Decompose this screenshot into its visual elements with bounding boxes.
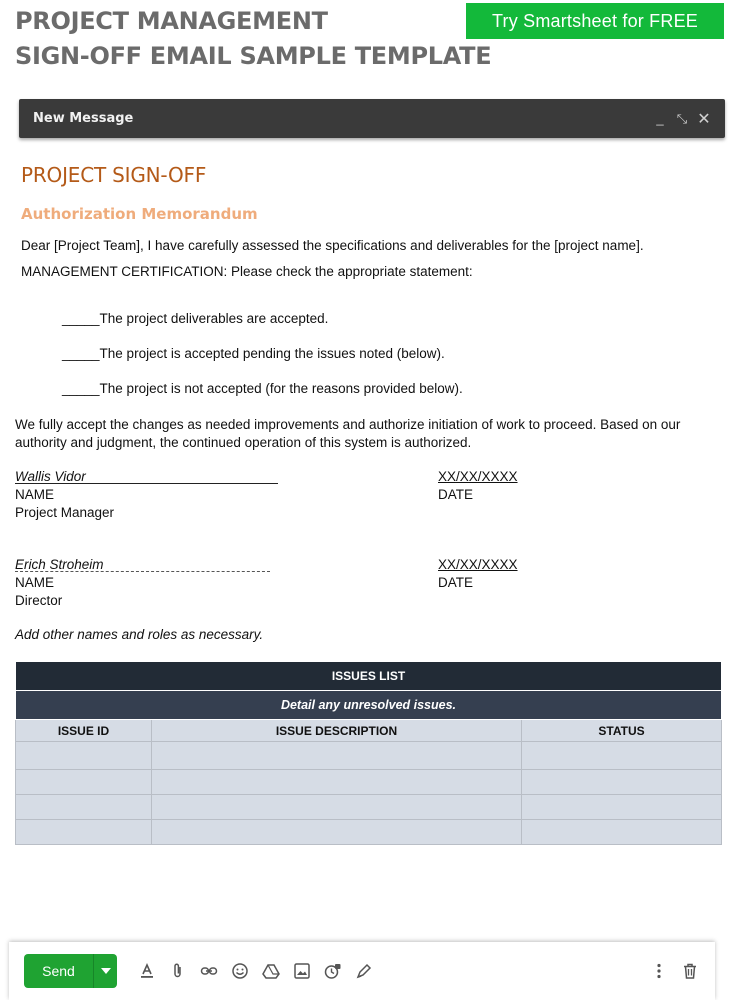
compose-right-tools [643, 956, 705, 987]
note-text: Add other names and roles as necessary. [15, 627, 264, 642]
formatting-tools [131, 956, 643, 987]
table-cell[interactable] [152, 770, 522, 795]
drive-icon[interactable] [255, 956, 286, 987]
option-label: The project is accepted pending the issues noted (below). [99, 346, 445, 361]
issues-table [15, 661, 722, 845]
minimize-icon[interactable]: _ [656, 111, 664, 126]
more-options-icon[interactable] [643, 956, 674, 987]
confidential-mode-icon[interactable] [317, 956, 348, 987]
table-cell[interactable] [16, 742, 152, 770]
table-row [16, 770, 722, 795]
option-row [62, 381, 463, 396]
intro-text: Dear [Project Team], I have carefully assessed the specifications and deliverables for the [project name]. [21, 238, 644, 253]
try-smartsheet-button[interactable]: Try Smartsheet for FREE [466, 3, 724, 39]
certification-text: MANAGEMENT CERTIFICATION: Please check the appropriate statement: [21, 264, 473, 279]
page-title [15, 4, 491, 74]
page-title-line2: SIGN-OFF EMAIL SAMPLE TEMPLATE [15, 42, 492, 70]
name-label: NAME [15, 487, 55, 502]
issues-subtitle: Detail any unresolved issues. [16, 691, 722, 720]
option-row [62, 311, 328, 326]
attach-icon[interactable] [162, 956, 193, 987]
table-row [16, 742, 722, 770]
page-title-line1: PROJECT MANAGEMENT [15, 7, 328, 35]
option-row [62, 346, 445, 361]
option-label: The project deliverables are accepted. [99, 311, 329, 326]
issues-title: ISSUES LIST [16, 662, 722, 691]
doc-subheading: Authorization Memorandum [21, 205, 258, 223]
trash-icon[interactable] [674, 956, 705, 987]
compose-toolbar [9, 942, 715, 1000]
option-blank[interactable]: _____ [62, 311, 100, 326]
table-row [16, 795, 722, 820]
signer-name: Wallis Vidor [15, 469, 86, 484]
table-cell[interactable] [522, 770, 722, 795]
table-cell[interactable] [152, 742, 522, 770]
signer-role: Director [15, 593, 63, 608]
table-cell[interactable] [152, 820, 522, 845]
expand-icon[interactable]: ⤡ [676, 110, 688, 126]
date-label: DATE [438, 487, 474, 502]
date-label: DATE [438, 575, 474, 590]
send-options-icon[interactable] [94, 954, 117, 988]
table-cell[interactable] [152, 795, 522, 820]
send-button-group [24, 954, 117, 988]
signature-line [15, 483, 278, 484]
window-title: New Message [33, 111, 134, 126]
signer-date: XX/XX/XXXX [438, 469, 518, 484]
column-issue-description: ISSUE DESCRIPTION [152, 720, 522, 742]
column-status: STATUS [522, 720, 722, 742]
table-cell[interactable] [16, 770, 152, 795]
table-row [16, 820, 722, 845]
close-icon[interactable]: ✕ [697, 110, 711, 128]
option-blank[interactable]: _____ [62, 381, 100, 396]
new-message-titlebar [19, 99, 725, 138]
table-cell[interactable] [522, 820, 722, 845]
name-label: NAME [15, 575, 55, 590]
text-format-icon[interactable] [131, 956, 162, 987]
table-cell[interactable] [16, 795, 152, 820]
send-button[interactable]: Send [24, 954, 94, 988]
option-label: The project is not accepted (for the reasons provided below). [99, 381, 463, 396]
signer-name: Erich Stroheim [15, 557, 104, 572]
signature-line [15, 571, 270, 572]
table-cell[interactable] [16, 820, 152, 845]
signer-date: XX/XX/XXXX [438, 557, 518, 572]
emoji-icon[interactable] [224, 956, 255, 987]
table-cell[interactable] [522, 795, 722, 820]
column-issue-id: ISSUE ID [16, 720, 152, 742]
signature-icon[interactable] [348, 956, 379, 987]
link-icon[interactable] [193, 956, 224, 987]
option-blank[interactable]: _____ [62, 346, 100, 361]
doc-heading: PROJECT SIGN-OFF [21, 163, 207, 187]
signer-role: Project Manager [15, 505, 115, 520]
table-cell[interactable] [522, 742, 722, 770]
acceptance-text: We fully accept the changes as needed improvements and authorize initiation of work to proceed. Based on our authority and judgment, the continued operation of this system is authorized. [15, 417, 681, 450]
photo-icon[interactable] [286, 956, 317, 987]
